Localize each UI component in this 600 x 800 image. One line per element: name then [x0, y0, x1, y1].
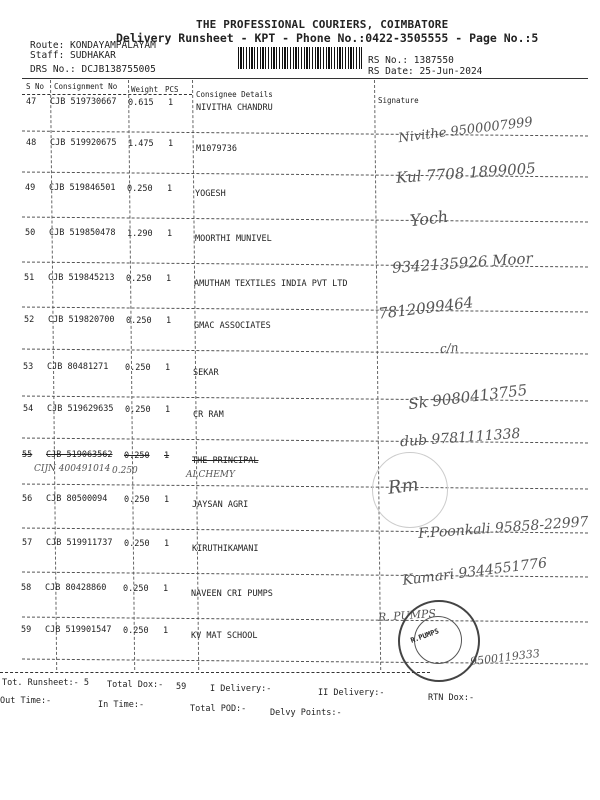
- barcode: [238, 47, 362, 69]
- row-divider: [22, 349, 588, 355]
- row-consignment: CJB 80500094: [46, 494, 108, 504]
- row-weight: 0.250: [124, 539, 150, 549]
- row-weight: 0.250: [124, 451, 150, 461]
- row-weight: 0.250: [126, 316, 152, 326]
- rs-number: RS No.: 1387550: [368, 55, 454, 66]
- row-pcs: 1: [164, 451, 170, 461]
- ii-delivery: II Delivery:-: [318, 688, 385, 698]
- row-signature: R. PUMPS: [377, 606, 437, 625]
- drs-number: DRS No.: DCJB138755005: [30, 64, 156, 75]
- col-sno: S No: [26, 82, 45, 91]
- row-pcs: 1: [167, 229, 173, 239]
- row-signature: Kul 7708 1899005: [395, 159, 537, 187]
- row-sno: 53: [23, 362, 34, 372]
- tot-runsheet: Tot. Runsheet:- 5: [2, 678, 89, 688]
- out-time: Out Time:-: [0, 696, 52, 706]
- row-consignment: CJB 80428860: [45, 583, 107, 593]
- row-signature: dub 9781111338: [399, 425, 521, 451]
- rtn-dox: RTN Dox:-: [428, 693, 475, 703]
- row-pcs: 1: [163, 584, 169, 594]
- row-weight: 0.250: [123, 584, 149, 594]
- row-weight: 0.250: [123, 626, 149, 636]
- row-pcs: 1: [163, 626, 169, 636]
- staff-label: Staff: SUDHAKAR: [30, 50, 116, 61]
- row-pcs: 1: [166, 274, 172, 284]
- row-weight: 0.250: [127, 184, 153, 194]
- correction-weight: 0.250: [112, 466, 138, 476]
- faint-stamp: [372, 452, 448, 528]
- row-pcs: 1: [164, 539, 170, 549]
- row-sno: 55: [22, 450, 33, 460]
- row-signature: 7812099464: [377, 293, 475, 323]
- row-consignee: GMAC ASSOCIATES: [194, 321, 271, 331]
- row-weight: 0.250: [125, 363, 151, 373]
- row-consignment: CJB 519730667: [50, 97, 117, 107]
- row-sno: 48: [26, 138, 37, 148]
- row-weight: 0.250: [126, 274, 152, 284]
- row-divider: [22, 617, 588, 623]
- row-consignee: M1079736: [196, 144, 237, 154]
- row-signature: Kumari 9344551776: [401, 555, 548, 589]
- row-divider: [22, 307, 588, 313]
- route-label: Route: KONDAYAMPALAYAM: [30, 40, 156, 51]
- correction-consignment: CIJN 400491014: [34, 464, 111, 474]
- col-signature: Signature: [378, 96, 419, 105]
- col-weight: Weight: [131, 85, 159, 94]
- row-pcs: 1: [165, 363, 171, 373]
- col-consignment: Consignment No: [54, 82, 118, 91]
- row-signature: Sk 9080413755: [407, 380, 529, 414]
- row-pcs: 1: [167, 184, 173, 194]
- row-divider: [22, 217, 588, 223]
- row-divider: [22, 484, 588, 490]
- row-consignee: SEKAR: [193, 368, 219, 378]
- row-pcs: 1: [164, 495, 170, 505]
- row-consignment: CJB 519845213: [48, 273, 115, 283]
- rs-date: RS Date: 25-Jun-2024: [368, 66, 483, 77]
- row-weight: 1.475: [128, 139, 154, 149]
- row-consignment: CJB 519920675: [50, 138, 117, 148]
- row-consignee: NAVEEN CRI PUMPS: [191, 589, 273, 599]
- row-consignment: CJB 519820700: [48, 315, 115, 325]
- row-weight: 0.250: [125, 405, 151, 415]
- row-sno: 59: [21, 625, 32, 635]
- row-weight: 0.615: [128, 98, 154, 108]
- row-consignee: AMUTHAM TEXTILES INDIA PVT LTD: [194, 279, 348, 289]
- row-consignment: CJB 519911737: [46, 538, 113, 548]
- row-pcs: 1: [166, 316, 172, 326]
- i-delivery: I Delivery:-: [210, 684, 272, 694]
- row-sno: 47: [26, 97, 37, 107]
- row-weight: 0.250: [124, 495, 150, 505]
- row-signature: 9500119333: [469, 646, 541, 669]
- col-pcs: PCS: [165, 85, 179, 94]
- row-sno: 49: [25, 183, 36, 193]
- row-signature: c/n: [439, 340, 459, 356]
- company-title: THE PROFESSIONAL COURIERS, COIMBATORE: [196, 18, 449, 31]
- row-pcs: 1: [168, 139, 174, 149]
- row-signature: Nivithe 9500007999: [397, 114, 534, 147]
- row-weight: 1.290: [127, 229, 153, 239]
- stamp-label: R.PUMPS: [409, 627, 440, 645]
- row-consignee: KIRUTHIKAMANI: [192, 544, 259, 554]
- row-sno: 52: [24, 315, 35, 325]
- row-consignment: CJB 519901547: [45, 625, 112, 635]
- row-consignment: CJB 519063562: [46, 450, 113, 460]
- row-consignee: THE PRINCIPAL: [192, 456, 259, 466]
- in-time: In Time:-: [98, 700, 145, 710]
- total-dox-label: Total Dox:-: [107, 680, 164, 690]
- row-signature: Yoch: [408, 206, 450, 231]
- row-sno: 57: [22, 538, 33, 548]
- row-consignment: CJB 80481271: [47, 362, 109, 372]
- row-sno: 50: [25, 228, 36, 238]
- row-pcs: 1: [168, 98, 174, 108]
- runsheet-title: Delivery Runsheet - KPT - Phone No.:0422-3505555 - Page No.:5: [116, 31, 539, 45]
- row-sno: 54: [23, 404, 34, 414]
- row-consignee: KV MAT SCHOOL: [191, 631, 258, 641]
- delvy-points: Delvy Points:-: [270, 708, 342, 718]
- total-dox-value: 59: [176, 682, 187, 692]
- row-sno: 58: [21, 583, 32, 593]
- row-consignment: CJB 519846501: [49, 183, 116, 193]
- company-stamp: [398, 600, 480, 682]
- row-consignee: NIVITHA CHANDRU: [196, 103, 273, 113]
- row-consignee: YOGESH: [195, 189, 226, 199]
- row-sno: 56: [22, 494, 33, 504]
- row-pcs: 1: [165, 405, 171, 415]
- row-sno: 51: [24, 273, 35, 283]
- total-pod: Total POD:-: [190, 704, 247, 714]
- correction-consignee: ALCHEMY: [186, 470, 235, 480]
- row-signature: 9342135926 Moor: [391, 249, 534, 277]
- col-consignee: Consignee Details: [196, 90, 273, 99]
- row-consignment: CJB 519850478: [49, 228, 116, 238]
- row-consignment: CJB 519629635: [47, 404, 114, 414]
- row-signature: F.Poonkali 95858-22997: [417, 514, 590, 542]
- row-consignee: JAYSAN AGRI: [192, 500, 249, 510]
- row-signature: Rm: [386, 474, 420, 499]
- row-consignee: CR RAM: [193, 410, 224, 420]
- row-consignee: MOORTHI MUNIVEL: [195, 234, 272, 244]
